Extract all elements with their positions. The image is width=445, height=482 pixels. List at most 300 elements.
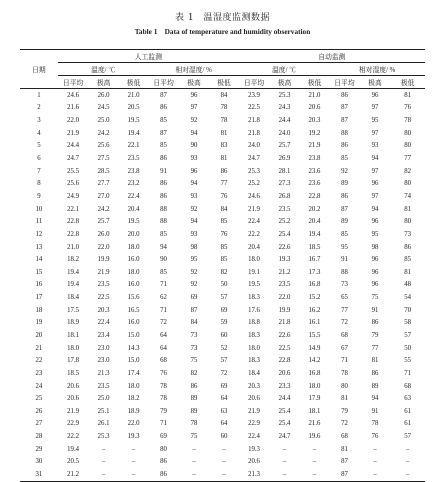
value-cell: 68 <box>404 382 411 390</box>
value-cell: 68 <box>160 357 167 365</box>
value-cell: 27.7 <box>97 180 110 188</box>
value-cell: 97 <box>371 192 379 200</box>
value-cell: 87 <box>160 129 167 137</box>
value-cell: 95 <box>371 230 379 238</box>
value-cell: 18.0 <box>127 243 140 251</box>
value-cell: 86 <box>160 104 167 112</box>
date-cell: 21 <box>35 344 43 352</box>
value-cell: 92 <box>190 268 198 276</box>
value-cell: 71 <box>160 306 167 314</box>
value-cell: 86 <box>160 180 167 188</box>
value-cell: 86 <box>160 155 167 163</box>
value-cell: 14.9 <box>308 344 321 352</box>
value-cell: 17.9 <box>308 395 321 403</box>
value-cell: 69 <box>190 294 198 302</box>
date-header: 日期 <box>20 50 58 89</box>
value-cell: 19.4 <box>67 268 80 276</box>
value-cell: 50 <box>404 344 411 352</box>
table-row <box>20 342 425 355</box>
value-cell: 20.6 <box>67 382 80 390</box>
date-cell: 30 <box>35 458 43 466</box>
value-cell: 22.1 <box>127 142 140 150</box>
value-cell: 17.4 <box>127 369 140 377</box>
value-cell: 22.6 <box>278 243 291 251</box>
date-cell: 18 <box>35 306 43 314</box>
value-cell: – <box>312 445 317 453</box>
table-row <box>20 102 425 115</box>
value-cell: 18.4 <box>67 294 80 302</box>
value-cell: 15.0 <box>127 357 140 365</box>
value-cell: 96 <box>371 91 379 99</box>
value-cell: 87 <box>160 91 167 99</box>
value-cell: 22.5 <box>278 344 291 352</box>
date-cell: 1 <box>37 91 41 99</box>
table-body <box>20 89 425 482</box>
value-cell: 19.3 <box>248 445 260 453</box>
value-cell: 78 <box>160 382 167 390</box>
value-cell: 18.0 <box>248 344 260 352</box>
value-cell: 20.4 <box>248 243 260 251</box>
value-cell: 21.8 <box>248 117 260 125</box>
value-cell: 77 <box>341 306 348 314</box>
table-row <box>20 152 425 165</box>
value-cell: 22.0 <box>127 420 140 428</box>
value-cell: 18.4 <box>248 369 260 377</box>
value-cell: 86 <box>148 468 179 481</box>
value-cell: 19.5 <box>127 117 140 125</box>
value-cell: 72 <box>341 319 348 327</box>
value-cell: 22.5 <box>248 104 260 112</box>
value-cell: 94 <box>371 395 379 403</box>
value-cell: 55 <box>404 357 411 365</box>
value-cell: 22.4 <box>248 218 260 226</box>
value-cell: 78 <box>371 420 379 428</box>
value-cell: 82 <box>190 369 198 377</box>
table-row <box>20 329 425 342</box>
value-cell: 18.5 <box>67 369 80 377</box>
value-cell: 23.5 <box>127 155 140 163</box>
date-cell: 23 <box>35 369 43 377</box>
manual-temp-header: 温度/ ℃ <box>58 63 148 76</box>
value-cell: 65 <box>341 294 348 302</box>
value-cell: 73 <box>190 331 198 339</box>
value-cell: 19.9 <box>278 306 291 314</box>
value-cell: 64 <box>160 331 167 339</box>
value-cell: 57 <box>404 433 411 441</box>
value-cell: – <box>179 468 210 481</box>
value-cell: 80 <box>404 180 411 188</box>
value-cell: 86 <box>371 319 379 327</box>
value-cell: 16.7 <box>308 256 321 264</box>
value-cell: 72 <box>220 369 228 377</box>
value-cell: 87 <box>341 205 348 213</box>
value-cell: 94 <box>190 180 198 188</box>
value-cell: 23.0 <box>97 344 110 352</box>
value-cell: – <box>373 445 377 453</box>
value-cell: – <box>312 458 317 466</box>
value-cell: 89 <box>371 382 379 390</box>
table-row <box>20 241 425 254</box>
value-cell: 25.3 <box>97 433 110 441</box>
value-cell: 21.9 <box>248 205 260 213</box>
value-cell: 83 <box>220 142 228 150</box>
col-max: 极高 <box>269 76 300 89</box>
value-cell: 87 <box>329 468 360 481</box>
value-cell: 76 <box>160 369 167 377</box>
value-cell: 73 <box>404 230 411 238</box>
value-cell: 85 <box>160 230 167 238</box>
table-row <box>20 114 425 127</box>
value-cell: 25.3 <box>248 167 260 175</box>
table-row <box>20 430 425 443</box>
table-row <box>20 140 425 153</box>
value-cell: 64 <box>220 420 228 428</box>
value-cell: 80 <box>341 382 348 390</box>
value-cell: 24.4 <box>67 142 80 150</box>
value-cell: 23.2 <box>127 180 140 188</box>
table-row <box>20 291 425 304</box>
date-cell: 6 <box>37 155 41 163</box>
value-cell: 20.5 <box>67 458 80 466</box>
value-cell: 58 <box>404 319 411 327</box>
table-row <box>20 127 425 140</box>
value-cell: 24.6 <box>248 192 260 200</box>
value-cell: 87 <box>341 117 348 125</box>
value-cell: 26.8 <box>278 192 291 200</box>
value-cell: – <box>269 468 300 481</box>
value-cell: 21.3 <box>239 468 270 481</box>
value-cell: 17.6 <box>248 306 260 314</box>
manual-monitoring-header: 人工监测 <box>58 50 239 63</box>
table-row <box>20 266 425 279</box>
value-cell: 61 <box>404 420 411 428</box>
value-cell: 26.9 <box>278 155 291 163</box>
value-cell: 20.3 <box>248 382 260 390</box>
value-cell: 90 <box>190 142 198 150</box>
value-cell: 81 <box>404 91 411 99</box>
value-cell: – <box>282 458 287 466</box>
value-cell: 20.6 <box>248 458 260 466</box>
value-cell: 91 <box>160 167 167 175</box>
date-cell: 5 <box>37 142 41 150</box>
value-cell: 18.9 <box>67 319 80 327</box>
value-cell: 73 <box>341 281 348 289</box>
value-cell: 81 <box>220 155 228 163</box>
value-cell: 18.1 <box>308 407 321 415</box>
value-cell: 23.5 <box>97 281 110 289</box>
value-cell: 93 <box>190 155 198 163</box>
table-row <box>20 304 425 317</box>
value-cell: 86 <box>220 167 228 175</box>
value-cell: 92 <box>341 167 348 175</box>
value-cell: 72 <box>341 420 348 428</box>
value-cell: 23.4 <box>97 331 110 339</box>
value-cell: 24.2 <box>97 129 110 137</box>
value-cell: 97 <box>371 104 379 112</box>
col-min: 极低 <box>119 76 148 89</box>
value-cell: – <box>222 458 226 466</box>
value-cell: – <box>88 468 119 481</box>
auto-temp-header: 温度/ ℃ <box>239 63 329 76</box>
value-cell: 86 <box>341 142 348 150</box>
value-cell: 20.3 <box>308 117 321 125</box>
date-cell: 27 <box>35 420 43 428</box>
value-cell: 27.0 <box>97 192 110 200</box>
value-cell: 20.6 <box>67 395 80 403</box>
col-max: 极高 <box>360 76 391 89</box>
value-cell: 21.2 <box>58 468 89 481</box>
value-cell: 17.3 <box>308 268 321 276</box>
value-cell: 22.8 <box>67 218 80 226</box>
value-cell: 22.4 <box>127 192 140 200</box>
value-cell: 70 <box>404 306 411 314</box>
value-cell: – <box>192 445 196 453</box>
value-cell: 19.4 <box>308 230 321 238</box>
value-cell: 80 <box>404 142 411 150</box>
value-cell: 19.4 <box>67 281 80 289</box>
value-cell: 69 <box>220 306 228 314</box>
value-cell: 85 <box>341 155 348 163</box>
value-cell: 92 <box>190 117 198 125</box>
value-cell: 77 <box>220 180 228 188</box>
value-cell: 17.8 <box>67 357 80 365</box>
value-cell: 96 <box>371 281 379 289</box>
value-cell: 96 <box>371 218 379 226</box>
value-cell: 20.2 <box>308 205 321 213</box>
date-cell: 15 <box>35 268 43 276</box>
value-cell: 18.0 <box>127 382 140 390</box>
value-cell: 14.2 <box>308 357 321 365</box>
value-cell: 18.9 <box>127 407 140 415</box>
value-cell: 27.3 <box>278 180 291 188</box>
value-cell: 81 <box>220 129 228 137</box>
value-cell: 88 <box>341 129 348 137</box>
value-cell: 21.9 <box>67 129 80 137</box>
value-cell: 86 <box>341 91 348 99</box>
value-cell: 86 <box>371 369 379 377</box>
value-cell: 64 <box>160 344 167 352</box>
value-cell: 19.6 <box>308 433 321 441</box>
value-cell: 85 <box>160 268 167 276</box>
value-cell: 18.0 <box>67 344 80 352</box>
value-cell: 22.2 <box>67 433 80 441</box>
value-cell: 19.4 <box>127 129 140 137</box>
value-cell: 52 <box>220 344 228 352</box>
value-cell: 23.6 <box>308 180 321 188</box>
value-cell: 18.0 <box>248 256 260 264</box>
value-cell: 61 <box>404 407 411 415</box>
value-cell: 79 <box>341 407 348 415</box>
date-cell: 26 <box>35 407 43 415</box>
value-cell: 92 <box>190 281 198 289</box>
table-row <box>20 253 425 266</box>
value-cell: 25.6 <box>67 180 80 188</box>
table-row <box>20 380 425 393</box>
date-cell: 2 <box>37 104 41 112</box>
value-cell: 63 <box>220 407 228 415</box>
value-cell: 19.5 <box>127 218 140 226</box>
date-cell: 4 <box>37 129 41 137</box>
value-cell: 67 <box>341 344 348 352</box>
value-cell: 78 <box>341 369 348 377</box>
value-cell: 97 <box>371 167 379 175</box>
value-cell: 62 <box>160 294 167 302</box>
value-cell: 79 <box>160 407 167 415</box>
col-min: 极低 <box>390 76 425 89</box>
table-row <box>20 228 425 241</box>
table-row <box>20 367 425 380</box>
value-cell: 86 <box>404 243 411 251</box>
date-cell: 13 <box>35 243 43 251</box>
value-cell: 20.6 <box>278 369 291 377</box>
date-cell: 8 <box>37 180 41 188</box>
value-cell: 91 <box>371 407 379 415</box>
value-cell: 22.9 <box>248 420 260 428</box>
value-cell: 15.5 <box>308 331 321 339</box>
value-cell: 78 <box>404 117 411 125</box>
value-cell: 26.0 <box>97 91 110 99</box>
table-row <box>20 279 425 292</box>
table-row <box>20 456 425 469</box>
value-cell: 71 <box>404 369 411 377</box>
value-cell: 21.0 <box>67 243 80 251</box>
col-min: 极低 <box>300 76 329 89</box>
value-cell: 89 <box>190 407 198 415</box>
auto-humidity-header: 相对湿度/ % <box>329 63 425 76</box>
value-cell: 91 <box>341 256 348 264</box>
value-cell: 94 <box>190 129 198 137</box>
date-cell: 3 <box>37 117 41 125</box>
value-cell: 25.4 <box>278 420 291 428</box>
value-cell: 20.4 <box>127 205 140 213</box>
value-cell: – <box>373 458 377 466</box>
value-cell: 60 <box>220 433 228 441</box>
value-cell: 22.8 <box>278 357 291 365</box>
value-cell: 82 <box>220 268 228 276</box>
value-cell: 98 <box>371 243 379 251</box>
table-row <box>20 443 425 456</box>
value-cell: 22.1 <box>67 205 80 213</box>
value-cell: 18.3 <box>248 294 260 302</box>
value-cell: 76 <box>404 104 411 112</box>
value-cell: 82 <box>404 167 411 175</box>
value-cell: 93 <box>371 142 379 150</box>
value-cell: 24.9 <box>67 192 80 200</box>
value-cell: 21.8 <box>248 129 260 137</box>
date-cell: 17 <box>35 294 43 302</box>
value-cell: 23.0 <box>97 357 110 365</box>
value-cell: 21.2 <box>278 268 291 276</box>
value-cell: 85 <box>160 117 167 125</box>
value-cell: 21.9 <box>67 407 80 415</box>
value-cell: 16.0 <box>127 256 140 264</box>
value-cell: 21.0 <box>127 91 140 99</box>
value-cell: 20.3 <box>97 306 110 314</box>
value-cell: 25.2 <box>278 218 291 226</box>
value-cell: – <box>405 458 410 466</box>
value-cell: 96 <box>190 91 198 99</box>
value-cell: 94 <box>371 155 379 163</box>
value-cell: 76 <box>220 192 228 200</box>
date-cell: 28 <box>35 433 43 441</box>
value-cell: 98 <box>190 243 198 251</box>
date-cell: 9 <box>37 192 41 200</box>
date-cell: 10 <box>35 205 43 213</box>
date-cell: 11 <box>35 218 43 226</box>
value-cell: 16.0 <box>127 319 140 327</box>
value-cell: 22.2 <box>248 230 260 238</box>
value-cell: 81 <box>404 268 411 276</box>
value-cell: 21.8 <box>278 319 291 327</box>
value-cell: 80 <box>404 129 411 137</box>
value-cell: 84 <box>220 91 228 99</box>
value-cell: 96 <box>371 268 379 276</box>
table-row <box>20 392 425 405</box>
value-cell: 18.3 <box>248 357 260 365</box>
value-cell: 24.2 <box>97 205 110 213</box>
date-cell: 7 <box>37 167 41 175</box>
value-cell: – <box>192 458 196 466</box>
value-cell: – <box>101 458 106 466</box>
value-cell: 23.9 <box>248 91 260 99</box>
value-cell: 88 <box>160 205 167 213</box>
value-cell: 22.4 <box>97 319 110 327</box>
value-cell: 89 <box>341 218 348 226</box>
date-cell: 22 <box>35 357 43 365</box>
value-cell: 23.5 <box>278 205 291 213</box>
date-cell: 20 <box>35 331 43 339</box>
value-cell: 94 <box>371 205 379 213</box>
value-cell: 26.0 <box>97 230 110 238</box>
value-cell: 78 <box>190 420 198 428</box>
value-cell: – <box>405 445 410 453</box>
auto-monitoring-header: 自动监测 <box>239 50 425 63</box>
value-cell: 18.2 <box>127 395 140 403</box>
value-cell: 22.4 <box>248 433 260 441</box>
value-cell: 94 <box>190 218 198 226</box>
value-cell: – <box>101 445 106 453</box>
value-cell: 25.1 <box>97 407 110 415</box>
value-cell: 95 <box>371 117 379 125</box>
value-cell: 92 <box>190 205 198 213</box>
value-cell: 19.5 <box>248 281 260 289</box>
value-cell: 93 <box>190 192 198 200</box>
value-cell: 96 <box>371 256 379 264</box>
date-cell: 12 <box>35 230 43 238</box>
value-cell: 18.5 <box>308 243 321 251</box>
value-cell: 27.5 <box>97 155 110 163</box>
value-cell: 20.4 <box>308 218 321 226</box>
value-cell: 16.2 <box>308 306 321 314</box>
value-cell: 24.0 <box>248 142 260 150</box>
value-cell: 19.1 <box>248 268 260 276</box>
value-cell: 85 <box>220 218 228 226</box>
value-cell: 85 <box>220 243 228 251</box>
value-cell: – <box>282 445 287 453</box>
value-cell: 18.0 <box>308 382 321 390</box>
value-cell: 71 <box>160 281 167 289</box>
value-cell: 22.0 <box>278 294 291 302</box>
value-cell: 68 <box>341 433 348 441</box>
date-cell: 14 <box>35 256 43 264</box>
value-cell: 23.3 <box>278 382 291 390</box>
value-cell: 81 <box>404 205 411 213</box>
value-cell: 17.5 <box>67 306 80 314</box>
value-cell: 25.7 <box>278 142 291 150</box>
col-avg: 日平均 <box>329 76 360 89</box>
value-cell: 15.2 <box>308 294 321 302</box>
col-min: 极低 <box>209 76 238 89</box>
